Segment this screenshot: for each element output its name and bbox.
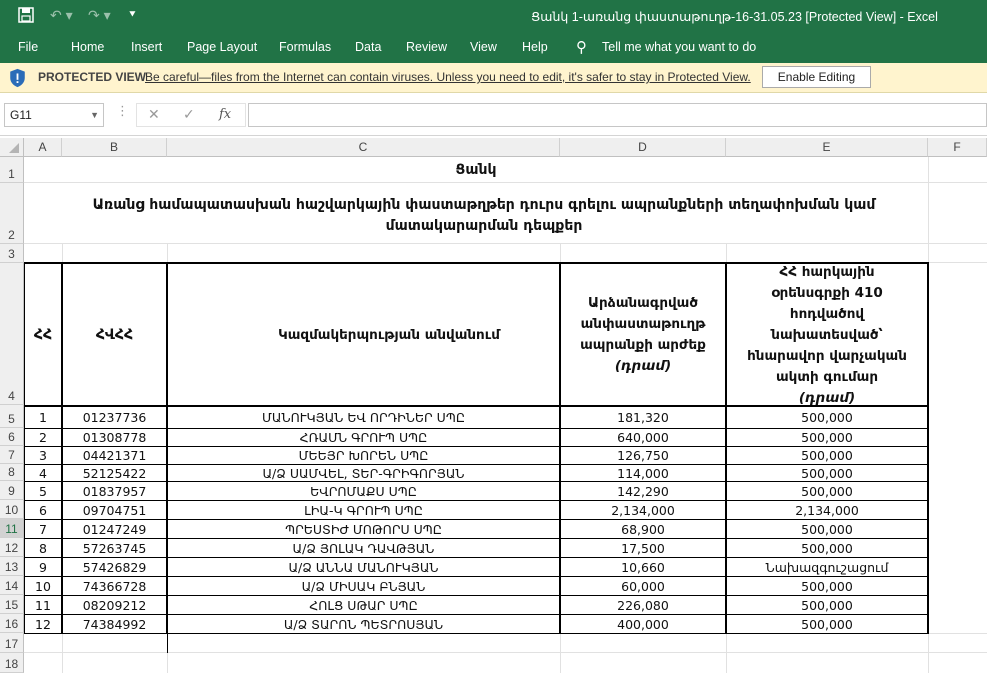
cell-value[interactable]: 60,000 — [621, 578, 665, 594]
cell-org[interactable]: ՄԵԵՅՐ ԽՈՐԵՆ ՍՊԸ — [298, 448, 429, 463]
cell-fine[interactable]: Նախազգուշացում — [765, 559, 889, 575]
title-bar — [0, 0, 987, 33]
row-header[interactable]: 5 — [0, 405, 24, 428]
cell-tin[interactable]: 09704751 — [82, 502, 147, 518]
cell-value[interactable]: 68,900 — [621, 521, 665, 537]
row-header[interactable]: 6 — [0, 428, 24, 446]
cell-org[interactable]: ՄԱՆՈՒԿՅԱՆ ԵՎ ՈՐԴԻՆԵՐ ՍՊԸ — [262, 410, 465, 425]
redo-icon[interactable]: ↷ ▾ — [88, 7, 111, 23]
row-header[interactable]: 12 — [0, 538, 24, 557]
cell-fine[interactable]: 500,000 — [801, 578, 853, 594]
cell-num[interactable]: 7 — [39, 521, 47, 537]
cell-org[interactable]: Ա/Ձ ՄԻՍԱԿ ԲՆՅԱՆ — [301, 578, 426, 594]
protected-view-bar — [0, 63, 987, 93]
header-value — [562, 265, 724, 405]
row-header[interactable]: 16 — [0, 614, 24, 633]
cell-value[interactable]: 114,000 — [617, 465, 669, 481]
customize-quick-access-icon[interactable]: ⯆ — [128, 9, 137, 21]
ribbon-tabs — [0, 33, 987, 63]
cell-tin[interactable]: 01308778 — [82, 430, 147, 445]
lightbulb-icon: ⚲ — [576, 39, 587, 56]
cell-fine[interactable]: 500,000 — [801, 540, 853, 556]
cell-tin[interactable]: 57263745 — [82, 540, 147, 556]
tab-file[interactable]: File — [18, 40, 39, 54]
undo-icon[interactable]: ↶ ▾ — [50, 7, 73, 23]
cell-fine[interactable]: 500,000 — [801, 597, 853, 613]
cell-value[interactable]: 640,000 — [617, 430, 669, 445]
column-header-b[interactable]: B — [62, 138, 167, 157]
row-header[interactable]: 1 — [0, 157, 24, 183]
header-fine-unit: (դրամ) — [798, 389, 856, 406]
cell-num[interactable]: 11 — [35, 597, 51, 613]
cell-tin[interactable]: 04421371 — [82, 448, 147, 463]
save-icon[interactable] — [18, 7, 34, 27]
header-fine — [728, 265, 926, 405]
confirm-icon[interactable]: ✓ — [183, 106, 195, 122]
tab-review[interactable]: Review — [406, 40, 447, 54]
name-box-value: G11 — [10, 108, 32, 122]
cell-org[interactable]: Ա/Ձ ՏԱՐՈՆ ՊԵՏՐՈՍՅԱՆ — [283, 616, 444, 632]
cell-fine[interactable]: 500,000 — [801, 448, 853, 463]
tab-insert[interactable]: Insert — [131, 40, 163, 54]
cell-num[interactable]: 12 — [35, 616, 51, 632]
row-header[interactable]: 18 — [0, 653, 24, 673]
tell-me-search[interactable]: Tell me what you want to do — [602, 40, 757, 54]
row-header[interactable]: 7 — [0, 446, 24, 464]
sheet-title: Ցանկ — [455, 161, 497, 178]
header-num: ՀՀ — [33, 327, 53, 343]
cell-fine[interactable]: 2,134,000 — [795, 502, 859, 518]
tab-data[interactable]: Data — [355, 40, 382, 54]
cell-num[interactable]: 3 — [39, 448, 47, 463]
enable-editing-button[interactable]: Enable Editing — [762, 66, 871, 88]
row-header[interactable]: 9 — [0, 481, 24, 500]
row-header[interactable]: 3 — [0, 244, 24, 263]
tab-page-layout[interactable]: Page Layout — [187, 40, 258, 54]
cell-fine[interactable]: 500,000 — [801, 521, 853, 537]
cell-tin[interactable]: 01837957 — [82, 483, 147, 499]
column-header-d[interactable]: D — [560, 138, 726, 157]
row-header[interactable]: 2 — [0, 183, 24, 244]
cell-org[interactable]: Ա/Ձ ՅՈԼԱԿ ԴԱՎԹՅԱՆ — [292, 540, 435, 556]
cell-num[interactable]: 2 — [39, 430, 47, 445]
column-header-f[interactable]: F — [928, 138, 987, 157]
cell-num[interactable]: 9 — [39, 559, 47, 575]
formula-bar-grip-icon: ⋮ — [116, 103, 129, 118]
cell-org[interactable]: Ա/Ձ ՍԱՄՎԵԼ, ՏԵՐ-ԳՐԻԳՈՐՅԱՆ — [262, 465, 465, 481]
row-header-selected[interactable]: 11 — [0, 519, 24, 538]
worksheet-grid[interactable] — [24, 157, 987, 673]
header-fine-text: ՀՀ հարկային օրենսգրքի 410 հոդվածով նախատեսված՝ հնարավոր վարչական ակտի գումար — [747, 263, 907, 385]
name-box[interactable] — [4, 103, 104, 127]
cell-num[interactable]: 5 — [39, 483, 47, 499]
column-header-c[interactable]: C — [167, 138, 560, 157]
header-org: Կազմակերպության անվանում — [278, 326, 500, 343]
cancel-icon[interactable]: ✕ — [148, 106, 160, 122]
shield-icon — [8, 68, 27, 88]
header-value-unit: (դրամ) — [614, 358, 672, 374]
cell-tin[interactable]: 52125422 — [82, 465, 147, 481]
cell-fine[interactable]: 500,000 — [801, 430, 853, 445]
tab-formulas[interactable]: Formulas — [279, 40, 332, 54]
header-value-text: Արձանագրված անփաստաթուղթ ապրանքի արժեք — [580, 295, 706, 353]
cell-value[interactable]: 226,080 — [617, 597, 669, 613]
cell-tin[interactable]: 74366728 — [82, 578, 147, 594]
column-header-e[interactable]: E — [726, 138, 928, 157]
cell-org[interactable]: ՊՐԵՍՏԻԺ ՄՈԹՈՐՍ ՍՊԸ — [285, 521, 442, 537]
cell-num[interactable]: 1 — [39, 410, 47, 425]
sheet-subtitle: Առանց համապատասխան հաշվարկային փաստաթղթեր դուրս գրելու ապրանքների տեղափոխման կամ մատակարարման դեպքեր — [92, 197, 876, 234]
cell-fine[interactable]: 500,000 — [801, 410, 853, 425]
window-title: Ցանկ 1-առանց փաստաթուղթ-16-31.05.23 [Protected View] - Excel — [531, 10, 938, 24]
row-header[interactable]: 15 — [0, 595, 24, 614]
row-header[interactable]: 13 — [0, 557, 24, 576]
cell-tin[interactable]: 74384992 — [82, 616, 147, 632]
cell-value[interactable]: 17,500 — [621, 540, 665, 556]
select-all-corner[interactable] — [0, 138, 24, 157]
cell-fine[interactable]: 500,000 — [801, 483, 853, 499]
row-header[interactable]: 17 — [0, 633, 24, 653]
formula-input[interactable] — [248, 103, 987, 127]
protected-view-label: PROTECTED VIEW — [38, 70, 147, 84]
row-header[interactable]: 10 — [0, 500, 24, 519]
cell-org[interactable]: ՀՈԼՑ ՍԹԱՐ ՍՊԸ — [309, 597, 418, 613]
cell-value[interactable]: 10,660 — [621, 559, 665, 575]
tab-help[interactable]: Help — [522, 40, 548, 54]
cell-org[interactable]: ԵՎՐՈՄԱՔՍ ՍՊԸ — [310, 483, 417, 499]
formula-bar — [0, 93, 987, 136]
cell-value[interactable]: 142,290 — [617, 483, 669, 499]
cell-value[interactable]: 126,750 — [617, 448, 669, 463]
cell-tin[interactable]: 08209212 — [82, 597, 147, 613]
row-header[interactable]: 4 — [0, 263, 24, 405]
header-tin: ՀՎՀՀ — [95, 327, 134, 343]
cell-value[interactable]: 2,134,000 — [611, 502, 675, 518]
tab-view[interactable]: View — [470, 40, 497, 54]
cell-value[interactable]: 181,320 — [617, 410, 669, 425]
row-header[interactable]: 14 — [0, 576, 24, 595]
cell-num[interactable]: 4 — [39, 465, 47, 481]
chevron-down-icon[interactable]: ▼ — [90, 110, 99, 120]
protected-view-message[interactable]: Be careful—files from the Internet can contain viruses. Unless you need to edit, it's safer to stay in Protected View. — [145, 70, 751, 84]
cell-fine[interactable]: 500,000 — [801, 465, 853, 481]
cell-org[interactable]: ԼԻԱ-Կ ԳՐՈՒՊ ՍՊԸ — [304, 502, 423, 518]
cell-org[interactable]: ՀՌԱՄՆ ԳՐՈՒՊ ՍՊԸ — [299, 430, 428, 445]
cell-fine[interactable]: 500,000 — [801, 616, 853, 632]
cell-num[interactable]: 6 — [39, 502, 47, 518]
cell-tin[interactable]: 57426829 — [82, 559, 147, 575]
cell-tin[interactable]: 01237736 — [82, 410, 147, 425]
formula-bar-icons — [136, 103, 246, 127]
cell-num[interactable]: 10 — [35, 578, 51, 594]
cell-tin[interactable]: 01247249 — [82, 521, 147, 537]
cell-value[interactable]: 400,000 — [617, 616, 669, 632]
row-header[interactable]: 8 — [0, 464, 24, 481]
column-header-a[interactable]: A — [24, 138, 62, 157]
insert-function-icon[interactable]: fx — [219, 107, 232, 122]
cell-num[interactable]: 8 — [39, 540, 47, 556]
tab-home[interactable]: Home — [71, 40, 105, 54]
cell-org[interactable]: Ա/Ձ ԱՆՆԱ ՄԱՆՈՒԿՅԱՆ — [288, 559, 439, 575]
